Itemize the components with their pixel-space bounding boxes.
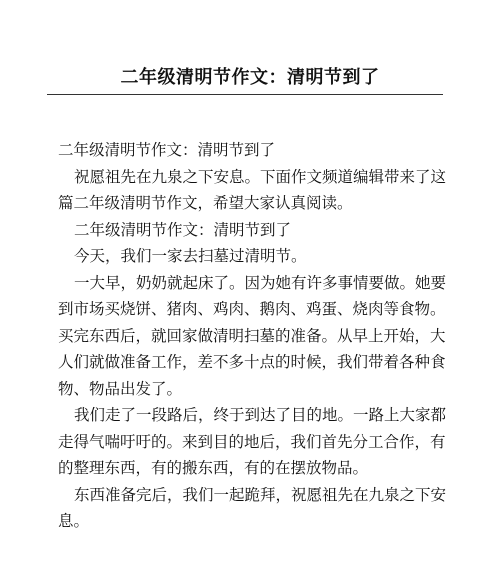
paragraph: 祝愿祖先在九泉之下安息。下面作文频道编辑带来了这篇二年级清明节作文，希望大家认真阅读。 [58, 167, 447, 212]
title-divider [47, 94, 443, 95]
paragraph: 今天，我们一家去扫墓过清明节。 [74, 247, 307, 265]
article-title: 二年级清明节作文：清明节到了 [120, 67, 380, 88]
paragraph: 我们走了一段路后，终于到达了目的地。一路上大家都走得气喘吁吁的。来到目的地后，我们首先分工合作，有的整理东西，有的搬东西，有的在摆放物品。 [58, 406, 447, 477]
paragraph: 东西准备完后，我们一起跪拜，祝愿祖先在九泉之下安息。 [58, 485, 447, 530]
article-body [58, 137, 446, 535]
paragraph-subheading: 二年级清明节作文：清明节到了 [74, 220, 292, 239]
paragraph-heading: 二年级清明节作文：清明节到了 [58, 141, 276, 159]
paragraph: 一大早，奶奶就起床了。因为她有许多事情要做。她要到市场买烧饼、猪肉、鸡肉、鹅肉、鸡蛋、烧肉等食物。买完东西后，就回家做清明扫墓的准备。从早上开始，大人们就做准备工作，差不多十点的时候，我们带着各种食物、物品出发了。 [58, 273, 447, 398]
